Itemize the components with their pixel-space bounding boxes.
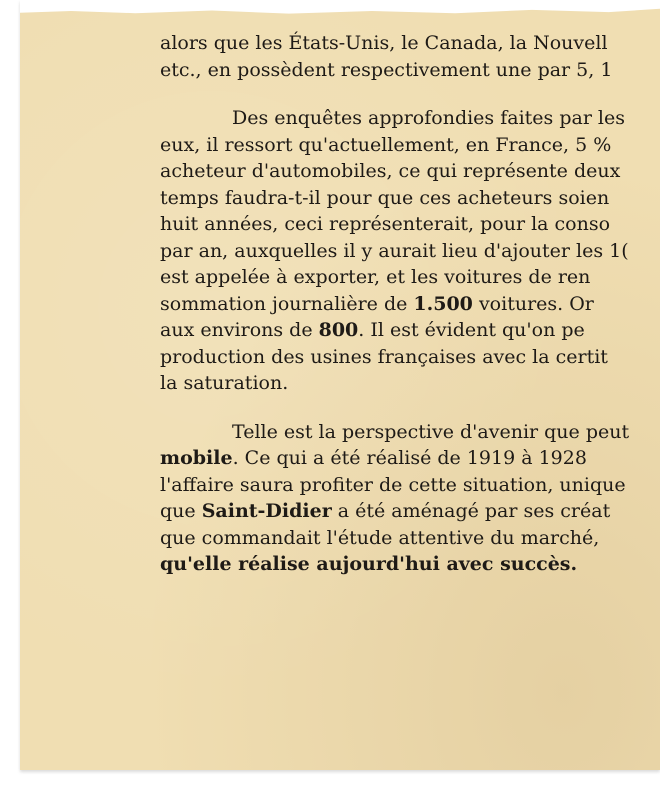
p2-line-3: acheteur d'automobiles, ce qui représente deux (160, 160, 621, 182)
p2-line-9-start: aux environs de (160, 319, 319, 341)
p2-line-5: huit années, ceci représenterait, pour la conso (160, 213, 611, 235)
p2-line-1: Des enquêtes approfondies faites par les (232, 107, 626, 129)
p3-line-6-bold: qu'elle réalise aujourd'hui avec succès. (160, 553, 578, 575)
p3-line-4 (160, 498, 660, 525)
p2-line-8-bold: 1.500 (413, 292, 473, 315)
p2-line-10: production des usines françaises avec la certit (160, 345, 608, 368)
p2-line-8 (160, 291, 660, 318)
p3-line-2-bold: mobile (160, 447, 233, 469)
p2-line-6: par an, auxquelles il y aurait lieu d'ajouter les 1( (160, 239, 629, 262)
p3-line-4-end: a été aménagé par ses créat (331, 500, 611, 522)
p3-line-1: Telle est la perspective d'avenir que peut (232, 420, 630, 443)
p2-line-7: est appelée à exporter, et les voitures de ren (160, 266, 591, 288)
p3-line-2-end: . Ce qui a été réalisé de 1919 à 1928 (232, 447, 587, 469)
p2-line-9-end: . Il est évident qu'on pe (358, 319, 585, 341)
p1-line-1: alors que les États-Unis, le Canada, la Nouvell (160, 32, 608, 54)
p3-line-2 (160, 445, 660, 472)
p3-line-3: l'affaire saura profiter de cette situation, unique (160, 473, 626, 496)
p2-line-8-start: sommation journalière de (160, 292, 414, 315)
p3-line-4-bold: Saint-Didier (201, 500, 332, 522)
p2-line-8-end: voitures. Or (472, 292, 594, 315)
p2-line-4: temps faudra-t-il pour que ces acheteurs soien (160, 186, 610, 209)
document-text (160, 30, 660, 578)
p2-line-11: la saturation. (160, 372, 289, 394)
paper-page (20, 0, 660, 770)
p2-line-9-bold: 800 (318, 319, 359, 341)
p3-line-5: que commandait l'étude attentive du marché, (160, 526, 600, 549)
p1-line-2: etc., en possèdent respectivement une par 5, 1 (160, 58, 613, 81)
p2-line-9 (160, 317, 660, 344)
p3-line-6 (160, 551, 660, 578)
p2-line-2: eux, il ressort qu'actuellement, en France, 5 % (160, 133, 612, 156)
p3-line-4-start: que (160, 500, 202, 522)
